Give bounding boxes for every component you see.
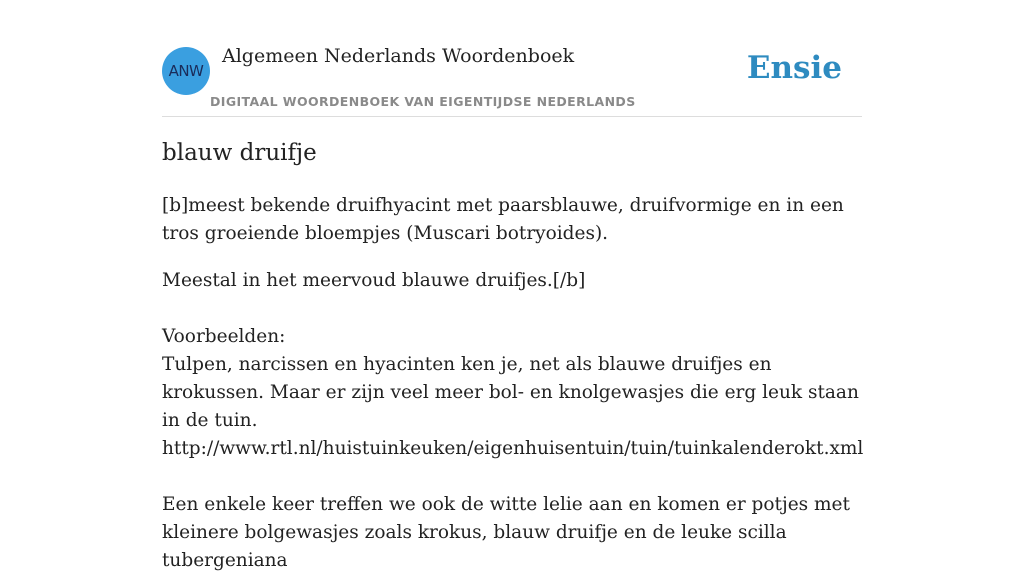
example-text: Tulpen, narcissen en hyacinten ken je, net als blauwe druifjes en krokussen. Maar er zijn veel meer bol- en knolgewasjes die erg leuk staan in de tuin. (162, 354, 859, 431)
ensie-brand-logo[interactable]: Ensie (746, 50, 842, 86)
site-title[interactable]: Algemeen Nederlands Woordenboek (222, 45, 575, 67)
entry-definition: [b]meest bekende druifhyacint met paarsblauwe, druifvormige en in een tros groeiende bloempjes (Muscari botryoides). (162, 195, 844, 244)
entry-body (162, 267, 862, 575)
example-source: http://www.rtl.nl/huistuinkeuken/eigenhuisentuin/tuin/tuinkalenderokt.xml (162, 438, 864, 459)
entry-headword: blauw druifje (162, 140, 317, 166)
example-text: Een enkele keer treffen we ook de witte lelie aan en komen er potjes met kleinere bolgewasjes zoals krokus, blauw druifje en de leuke scilla tubergeniana (162, 494, 850, 571)
spacer (162, 463, 862, 491)
page (162, 0, 864, 571)
examples-label: Voorbeelden: (162, 326, 286, 347)
spacer (162, 295, 862, 323)
anw-logo[interactable]: ANW (162, 47, 210, 95)
site-header (162, 0, 862, 117)
site-subtitle: DIGITAAL WOORDENBOEK VAN EIGENTIJDSE NEDERLANDS (210, 94, 636, 109)
entry-note: Meestal in het meervoud blauwe druifjes.[/b] (162, 270, 586, 291)
